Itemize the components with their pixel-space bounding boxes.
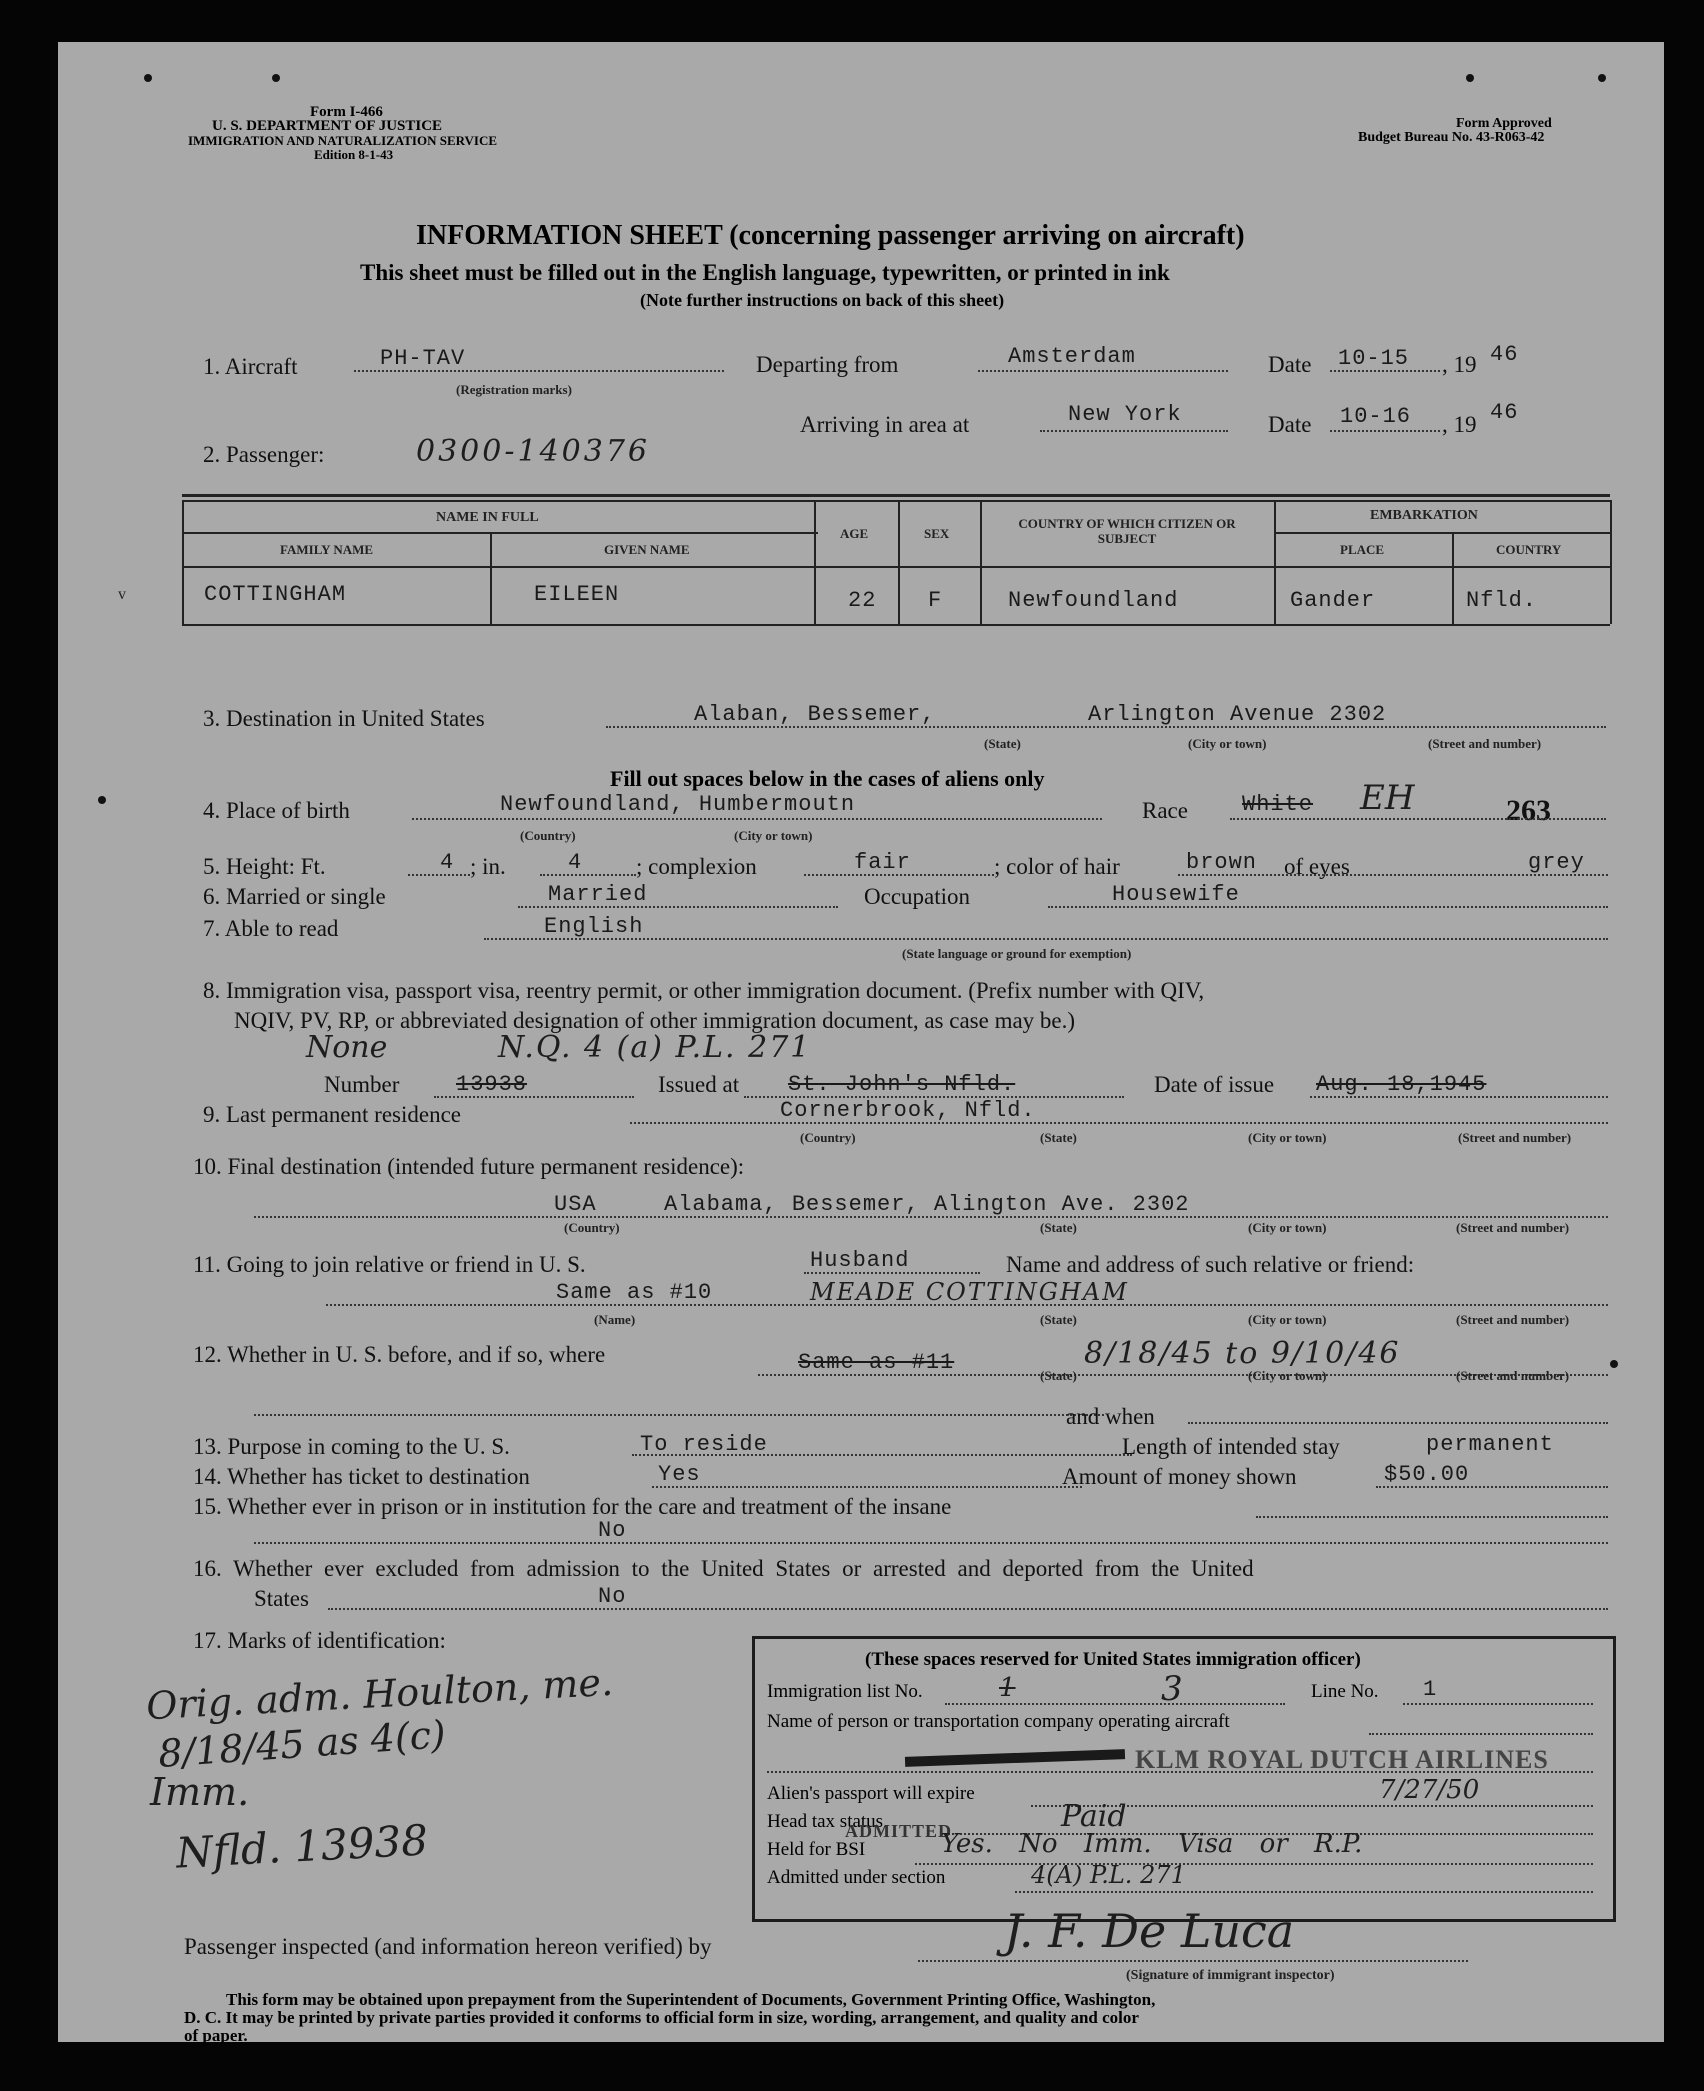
relative-name-handwritten: MEADE COTTINGHAM: [810, 1278, 1129, 1306]
place-header: PLACE: [1340, 542, 1385, 557]
last-residence: Cornerbrook, Nfld.: [780, 1098, 1036, 1123]
q10-state-caption: (State): [1040, 1220, 1077, 1235]
q7-label: 7. Able to read: [203, 916, 339, 941]
destination-street: Arlington Avenue 2302: [1088, 702, 1387, 727]
date-of-issue-label: Date of issue: [1154, 1072, 1275, 1097]
list-label: Immigration list No.: [767, 1681, 923, 1702]
q5-label: 5. Height: Ft.: [203, 854, 326, 879]
birth-place: Newfoundland, Humbermoutn: [500, 792, 856, 817]
marks-handwritten-3: Imm.: [150, 1770, 250, 1814]
footer-line3: of paper.: [184, 2026, 248, 2045]
operator-label: Name of person or transportation company operating aircraft: [767, 1711, 1230, 1732]
q3-city-caption: (City or town): [1188, 736, 1267, 751]
q4-country-caption: (Country): [520, 828, 576, 843]
hair-label: ; color of hair: [994, 854, 1120, 879]
held-value: Yes. No Imm. Visa or R.P.: [941, 1829, 1363, 1859]
held-label: Held for BSI: [767, 1839, 866, 1860]
q15-label: 15. Whether ever in prison or in institution for the care and treatment of the insane: [193, 1494, 952, 1519]
head-tax-label: Head tax status: [767, 1811, 884, 1832]
marital-status: Married: [548, 882, 648, 907]
q6-label: 6. Married or single: [203, 884, 386, 909]
depart-year: 46: [1490, 342, 1519, 367]
citizen-header: COUNTRY OF WHICH CITIZEN OR SUBJECT: [1018, 516, 1236, 546]
given-name-header: GIVEN NAME: [604, 542, 690, 557]
expire-value: 7/27/50: [1379, 1775, 1480, 1805]
country-cell: Nfld.: [1466, 588, 1538, 613]
arrive-date: 10-16: [1340, 404, 1412, 429]
page-title: INFORMATION SHEET (concerning passenger arriving on aircraft): [416, 220, 1245, 251]
budget-number: Budget Bureau No. 43-R063-42: [1358, 130, 1545, 145]
q3-street-caption: (Street and number): [1428, 736, 1542, 751]
footer-line1: This form may be obtained upon prepayment from the Superintendent of Documents, Government Printing Office, Washington,: [226, 1990, 1156, 2009]
depart-date: 10-15: [1338, 346, 1410, 371]
marks-handwritten-2: 8/18/45 as 4(c): [156, 1712, 448, 1776]
q9-street-caption: (Street and number): [1458, 1130, 1572, 1145]
race-label: Race: [1142, 798, 1188, 823]
complexion-value: fair: [854, 850, 911, 875]
q9-city-caption: (City or town): [1248, 1130, 1327, 1145]
arriving-label: Arriving in area at: [800, 412, 970, 437]
line-number: 1: [1423, 1677, 1438, 1702]
list-struck: 1: [999, 1673, 1016, 1703]
relative-name-label: Name and address of such relative or friend:: [1006, 1252, 1415, 1277]
q3-label: 3. Destination in United States: [203, 706, 485, 731]
struck-out-text-bar: [905, 1749, 1125, 1767]
place-cell: Gander: [1290, 588, 1376, 613]
aircraft-value: PH-TAV: [380, 346, 466, 371]
age-header: AGE: [840, 526, 869, 541]
date-of-issue: Aug. 18,1945: [1316, 1072, 1487, 1097]
read-language: English: [544, 914, 644, 939]
q12-state-caption: (State): [1040, 1368, 1077, 1383]
border-dot: [144, 74, 152, 82]
q12-city-caption: (City or town): [1248, 1368, 1327, 1383]
join-relation: Husband: [810, 1248, 910, 1273]
signature-caption: (Signature of immigrant inspector): [1126, 1968, 1335, 1983]
visa-number-label: Number: [324, 1072, 400, 1097]
registration-caption: (Registration marks): [456, 382, 572, 397]
name-in-full-header: NAME IN FULL: [436, 510, 539, 525]
q10-country-caption: (Country): [564, 1220, 620, 1235]
height-ft: 4: [440, 850, 455, 875]
height-in: 4: [568, 850, 583, 875]
and-when-label: and when: [1066, 1404, 1155, 1429]
visa-type-handwritten: N.Q. 4 (a) P.L. 271: [498, 1030, 812, 1065]
service-name: IMMIGRATION AND NATURALIZATION SERVICE: [188, 133, 498, 148]
form-sheet: [58, 42, 1664, 2045]
money-value: $50.00: [1384, 1462, 1470, 1487]
prison-value: No: [598, 1518, 627, 1543]
year-prefix-2: , 19: [1442, 412, 1477, 437]
family-name-cell: COTTINGHAM: [204, 582, 347, 607]
arriving-value: New York: [1068, 402, 1182, 427]
excluded-value: No: [598, 1584, 627, 1609]
hair-value: brown: [1186, 850, 1258, 875]
stay-label: Length of intended stay: [1122, 1434, 1340, 1459]
head-tax-value: Paid: [1061, 1799, 1127, 1834]
stay-value: permanent: [1426, 1432, 1554, 1457]
ticket-value: Yes: [658, 1462, 701, 1487]
departing-label: Departing from: [756, 352, 899, 377]
q10-city-caption: (City or town): [1248, 1220, 1327, 1235]
sex-cell: F: [928, 588, 943, 613]
border-dot: [1598, 74, 1606, 82]
note: (Note further instructions on back of this sheet): [640, 290, 1005, 310]
line-label: Line No.: [1311, 1681, 1379, 1702]
purpose-value: To reside: [640, 1432, 768, 1457]
issued-label: Issued at: [658, 1072, 740, 1097]
race-handwritten: EH: [1360, 778, 1415, 818]
q10-street-caption: (Street and number): [1456, 1220, 1570, 1235]
occupation-value: Housewife: [1112, 882, 1240, 907]
border-dot: [1466, 74, 1474, 82]
final-destination: Alabama, Bessemer, Alington Ave. 2302: [664, 1192, 1190, 1217]
q9-label: 9. Last permanent residence: [203, 1102, 461, 1127]
q7-caption: (State language or ground for exemption): [902, 946, 1132, 961]
aliens-heading: Fill out spaces below in the cases of aliens only: [610, 766, 1045, 791]
q2-label: 2. Passenger:: [203, 442, 325, 467]
race-value: White: [1242, 792, 1314, 817]
citizen-cell: Newfoundland: [1008, 588, 1179, 613]
year-prefix: , 19: [1442, 352, 1477, 377]
edition: Edition 8-1-43: [314, 147, 394, 162]
expire-label: Alien's passport will expire: [767, 1783, 975, 1804]
inspector-signature: J. F. De Luca: [1004, 1904, 1295, 1958]
q16-line1: 16. Whether ever excluded from admission to the United States or arrested and deported from the United: [193, 1556, 1254, 1581]
inches-label: ; in.: [470, 854, 506, 879]
q10-label: 10. Final destination (intended future permanent residence):: [193, 1154, 745, 1179]
sex-header: SEX: [924, 526, 950, 541]
q16-line2: States: [254, 1586, 309, 1611]
border-dot: [272, 74, 280, 82]
q9-state-caption: (State): [1040, 1130, 1077, 1145]
marks-handwritten-1: Orig. adm. Houlton, me.: [145, 1659, 614, 1729]
margin-check-mark: v: [118, 586, 126, 603]
q8-line1: 8. Immigration visa, passport visa, reentry permit, or other immigration document. (Prefix number with QIV,: [203, 978, 1205, 1003]
inspected-label: Passenger inspected (and information hereon verified) by: [184, 1934, 712, 1959]
officer-heading: (These spaces reserved for United States immigration officer): [865, 1649, 1361, 1670]
q12-label: 12. Whether in U. S. before, and if so, where: [193, 1342, 606, 1367]
section-label: Admitted under section: [767, 1867, 946, 1888]
prior-visit-dates-handwritten: 8/18/45 to 9/10/46: [1084, 1336, 1401, 1371]
q4-label: 4. Place of birth: [203, 798, 350, 823]
subtitle: This sheet must be filled out in the English language, typewritten, or printed in ink: [360, 260, 1170, 285]
date-label: Date: [1268, 352, 1312, 377]
given-name-cell: EILEEN: [534, 582, 620, 607]
money-label: Amount of money shown: [1062, 1464, 1297, 1489]
q17-label: 17. Marks of identification:: [193, 1628, 446, 1653]
destination-state: Alaban, Bessemer,: [694, 702, 936, 727]
marks-handwritten-4: Nfld. 13938: [174, 1815, 430, 1878]
visa-number: 13938: [456, 1072, 528, 1097]
complexion-label: ; complexion: [636, 854, 757, 879]
section-value: 4(A) P.L. 271: [1031, 1861, 1186, 1889]
footer-line2: D. C. It may be printed by private parties provided it conforms to official form in size, wording, arrangement, and quality and color: [184, 2008, 1139, 2027]
family-name-header: FAMILY NAME: [280, 542, 374, 557]
list-number: 3: [1161, 1669, 1183, 1709]
q11-state-caption: (State): [1040, 1312, 1077, 1327]
departing-value: Amsterdam: [1008, 344, 1136, 369]
visa-none-handwritten: None: [306, 1030, 388, 1065]
eyes-label: of eyes: [1284, 854, 1350, 879]
q11-name-caption: (Name): [594, 1312, 636, 1327]
same-as-10: Same as #10: [556, 1280, 713, 1305]
age-cell: 22: [848, 588, 877, 613]
q4-city-caption: (City or town): [734, 828, 813, 843]
airline-stamp: KLM ROYAL DUTCH AIRLINES: [1135, 1745, 1549, 1774]
issued-place: St. John's Nfld.: [788, 1072, 1016, 1097]
q11-label: 11. Going to join relative or friend in U. S.: [193, 1252, 586, 1277]
date-label-2: Date: [1268, 412, 1312, 437]
q3-state-caption: (State): [984, 736, 1021, 751]
country-header: COUNTRY: [1496, 542, 1562, 557]
q9-country-caption: (Country): [800, 1130, 856, 1145]
officer-box: [752, 1636, 1616, 1922]
q14-label: 14. Whether has ticket to destination: [193, 1464, 530, 1489]
q1-label: 1. Aircraft: [203, 354, 298, 379]
arrive-year: 46: [1490, 400, 1519, 425]
q11-city-caption: (City or town): [1248, 1312, 1327, 1327]
form-number: Form I-466: [310, 104, 383, 120]
final-country: USA: [554, 1192, 597, 1217]
prior-us-visit: Same as #11: [798, 1350, 955, 1375]
passenger-number: 0300-140376: [416, 434, 651, 469]
q8-line2: NQIV, PV, RP, or abbreviated designation of other immigration document, as case may be.): [234, 1008, 1076, 1033]
q12-street-caption: (Street and number): [1456, 1368, 1570, 1383]
border-dot: [1610, 1360, 1618, 1368]
department: U. S. DEPARTMENT OF JUSTICE: [212, 118, 443, 134]
form-approved: Form Approved: [1456, 116, 1552, 131]
admitted-stamp: ADMITTED: [845, 1821, 953, 1841]
embarkation-header: EMBARKATION: [1370, 508, 1478, 523]
occupation-label: Occupation: [864, 884, 971, 909]
border-dot: [98, 796, 106, 804]
q11-street-caption: (Street and number): [1456, 1312, 1570, 1327]
eyes-value: grey: [1528, 850, 1585, 875]
race-code: 263: [1506, 794, 1551, 827]
q13-label: 13. Purpose in coming to the U. S.: [193, 1434, 510, 1459]
